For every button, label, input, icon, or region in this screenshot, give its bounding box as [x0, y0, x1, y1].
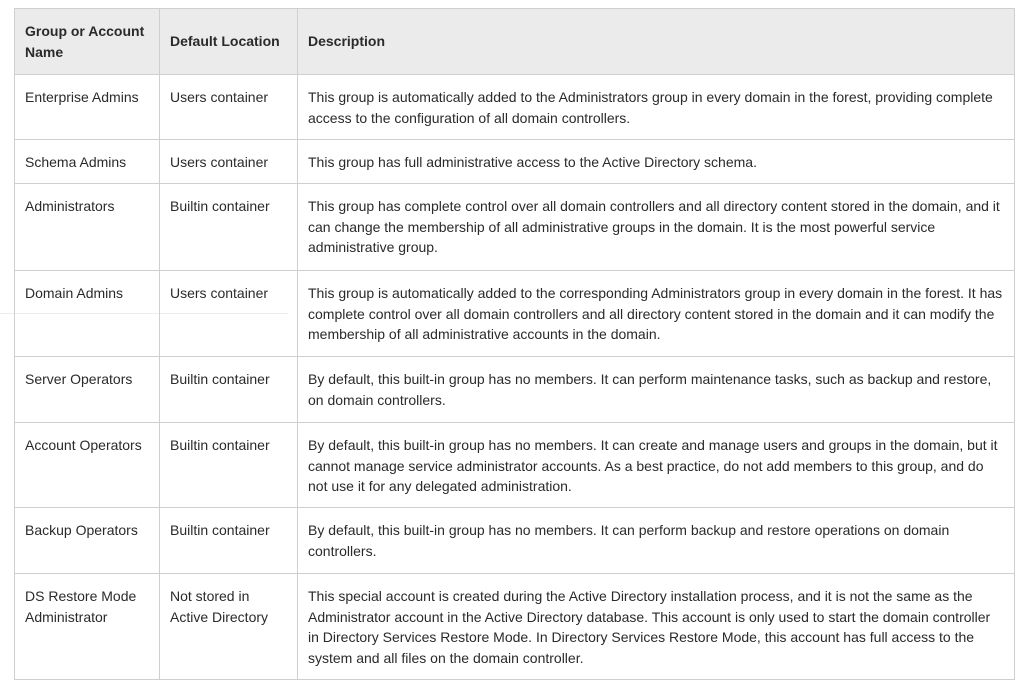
cell-name: Domain Admins	[15, 271, 160, 357]
table-row	[15, 140, 1015, 184]
cell-name: DS Restore Mode Administrator	[15, 574, 160, 680]
cell-name: Enterprise Admins	[15, 75, 160, 140]
admin-groups-table	[14, 8, 1015, 680]
cell-description: This group has full administrative access to the Active Directory schema.	[298, 140, 1015, 184]
table-row	[15, 423, 1015, 508]
cell-location: Not stored in Active Directory	[160, 574, 298, 680]
cell-description: By default, this built-in group has no members. It can create and manage users and groups in the domain, but it cannot manage service administrator accounts. As a best practice, do not add members to this group, and do not use it for any delegated administration.	[298, 423, 1015, 508]
cell-location: Users container	[160, 75, 298, 140]
cell-name: Account Operators	[15, 423, 160, 508]
cell-name: Backup Operators	[15, 508, 160, 574]
cell-description: This group has complete control over all domain controllers and all directory content stored in the domain, and it can change the membership of all administrative groups in the domain. It is the most powerful service administrative group.	[298, 184, 1015, 271]
table-row	[15, 357, 1015, 423]
cell-location: Builtin container	[160, 184, 298, 271]
cell-name: Schema Admins	[15, 140, 160, 184]
cell-location: Users container	[160, 140, 298, 184]
cell-description: By default, this built-in group has no members. It can perform backup and restore operations on domain controllers.	[298, 508, 1015, 574]
cell-description: This group is automatically added to the corresponding Administrators group in every domain in the forest. It has complete control over all domain controllers and all directory content stored in the domain and it can modify the membership of all administrative accounts in the domain.	[298, 271, 1015, 357]
cell-name: Server Operators	[15, 357, 160, 423]
cell-location: Builtin container	[160, 423, 298, 508]
header-description: Description	[298, 9, 1015, 75]
cell-location: Builtin container	[160, 357, 298, 423]
table-row	[15, 508, 1015, 574]
table-header-row	[15, 9, 1015, 75]
cell-description: This special account is created during the Active Directory installation process, and it is not the same as the Administrator account in the Active Directory database. This account is only used to start the domain controller in Directory Services Restore Mode. In Directory Services Restore Mode, this account has full access to the system and all files on the domain controller.	[298, 574, 1015, 680]
cell-location: Builtin container	[160, 508, 298, 574]
header-group-name: Group or Account Name	[15, 9, 160, 75]
table-row	[15, 271, 1015, 357]
cell-description: This group is automatically added to the Administrators group in every domain in the forest, providing complete access to the configuration of all domain controllers.	[298, 75, 1015, 140]
table-row	[15, 574, 1015, 680]
table-row	[15, 184, 1015, 271]
cell-description: By default, this built-in group has no members. It can perform maintenance tasks, such as backup and restore, on domain controllers.	[298, 357, 1015, 423]
cell-location: Users container	[160, 271, 298, 357]
header-default-location: Default Location	[160, 9, 298, 75]
cell-name: Administrators	[15, 184, 160, 271]
table-row	[15, 75, 1015, 140]
